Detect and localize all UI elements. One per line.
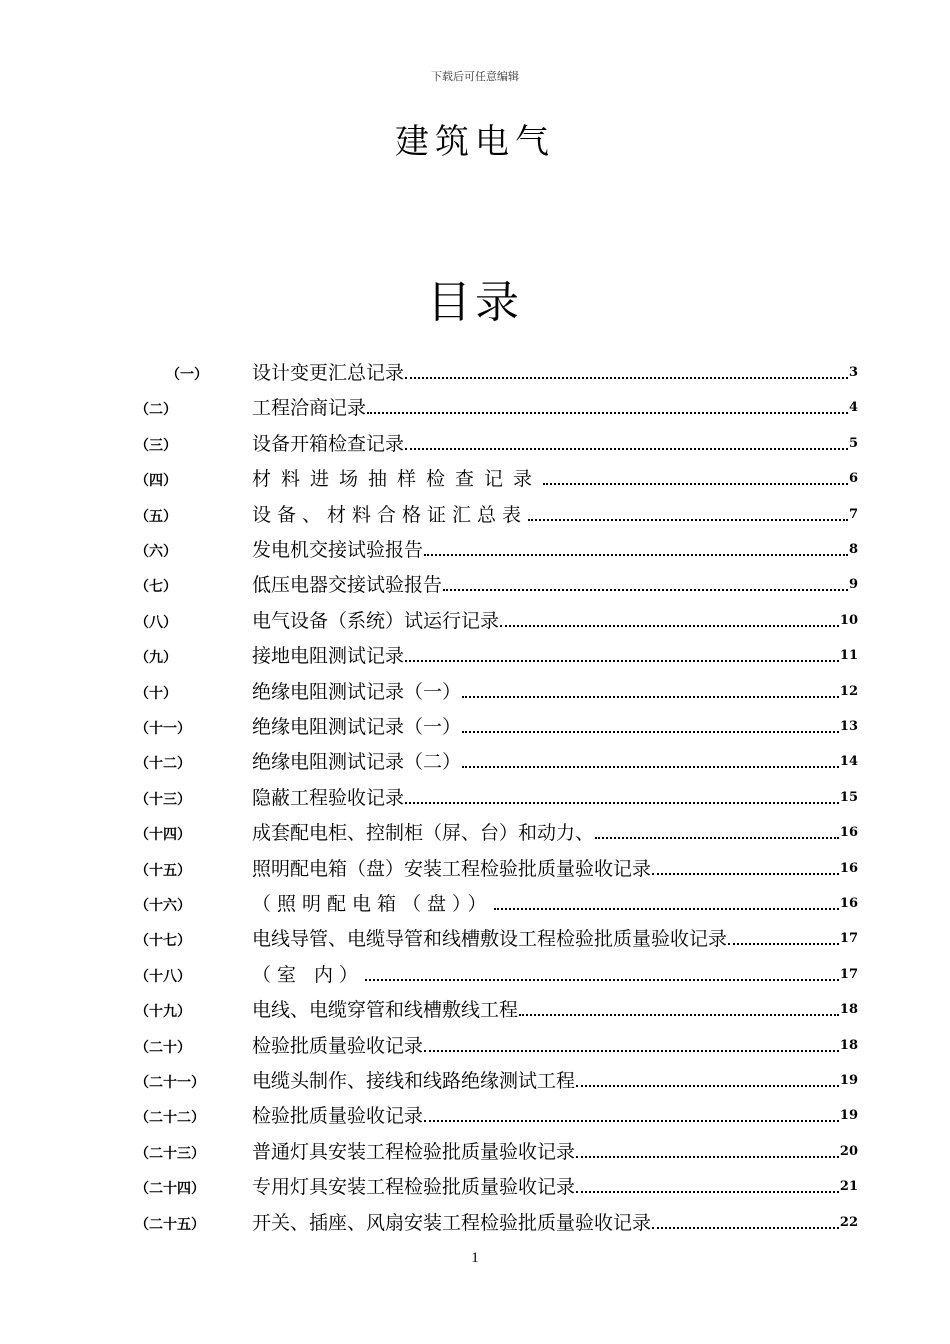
toc-entry-page: 17: [839, 966, 858, 982]
toc-leader: [405, 660, 839, 662]
toc-entry[interactable]: [0, 1064, 950, 1094]
toc-entry-page: 15: [839, 789, 858, 805]
toc-leader: [494, 908, 839, 910]
toc-entry-page: 22: [839, 1214, 858, 1230]
toc-entry-number: （五）: [135, 508, 177, 525]
toc-entry-text: 检验批质量验收记录: [252, 1034, 424, 1057]
toc-entry[interactable]: [0, 391, 950, 421]
toc-leader: [728, 943, 839, 945]
toc-entry-number: （四）: [135, 473, 177, 490]
toc-entry-text: 开关、插座、风扇安装工程检验批质量验收记录: [252, 1211, 652, 1234]
toc-entry-number: （九）: [135, 650, 177, 667]
toc-entry-number: （十七）: [135, 933, 191, 950]
toc-leader: [405, 802, 839, 804]
toc-entry-page: 10: [839, 612, 858, 628]
toc-entry-page: 5: [848, 435, 858, 451]
toc-leader: [462, 696, 839, 698]
toc-entry-page: 14: [839, 754, 858, 770]
toc-entry[interactable]: [0, 710, 950, 740]
toc-entry[interactable]: [0, 1099, 950, 1129]
toc-leader: [405, 448, 848, 450]
toc-entry[interactable]: [0, 1170, 950, 1200]
toc-entry-page: 12: [839, 683, 858, 699]
toc-entry-text: 电线、电缆穿管和线槽敷线工程: [252, 999, 519, 1022]
toc-entry-page: 3: [848, 365, 858, 380]
toc-entry-text: 电线导管、电缆导管和线槽敷设工程检验批质量验收记录: [252, 928, 728, 951]
toc-entry-number: （八）: [135, 614, 177, 631]
toc-leader: [405, 377, 848, 379]
toc-entry[interactable]: [0, 462, 950, 492]
toc-entry[interactable]: [0, 958, 950, 988]
toc-entry-number: （十四）: [135, 827, 191, 844]
toc-entry-text: （照明配电箱（盘））: [252, 893, 493, 915]
toc-entry-page: 4: [848, 400, 858, 416]
toc-entry-number: （二十一）: [135, 1075, 205, 1091]
toc-entry-page: 19: [839, 1108, 858, 1124]
page-number: 1: [471, 1250, 479, 1266]
toc-entry-page: 16: [839, 825, 858, 841]
toc-entry-number: （二十）: [135, 1039, 191, 1056]
toc-entry-page: 19: [839, 1073, 858, 1088]
toc-entry-text: 电缆头制作、接线和线路绝缘测试工程: [252, 1070, 576, 1092]
toc-entry[interactable]: [0, 568, 950, 598]
toc-entry-text: 检验批质量验收记录: [252, 1105, 424, 1128]
toc-entry[interactable]: [0, 675, 950, 705]
toc-entry-number: （六）: [135, 544, 177, 560]
toc-leader: [576, 1156, 839, 1158]
toc-entry-page: 7: [848, 506, 858, 522]
toc-entry[interactable]: [0, 356, 950, 386]
toc-entry-text: 设计变更汇总记录: [252, 362, 405, 384]
toc-leader: [462, 731, 839, 733]
toc-entry-text: 工程洽商记录: [252, 397, 367, 420]
toc-entry[interactable]: [0, 1206, 950, 1236]
toc-entry-text: 低压电器交接试验报告: [252, 574, 443, 597]
toc-entry[interactable]: [0, 498, 950, 528]
toc-entry-text: 隐蔽工程验收记录: [252, 786, 405, 809]
toc-entry-text: 材料进场抽样检查记录: [252, 468, 543, 491]
toc-entry[interactable]: [0, 993, 950, 1023]
toc-entry-text: 成套配电柜、控制柜（屏、台）和动力、: [252, 822, 595, 845]
toc-entry-page: 6: [848, 471, 858, 487]
toc-entry[interactable]: [0, 427, 950, 457]
toc-entry[interactable]: [0, 781, 950, 811]
toc-entry-page: 17: [839, 931, 858, 947]
toc-leader: [424, 1120, 839, 1122]
toc-entry[interactable]: [0, 816, 950, 846]
toc-title: 目录: [427, 277, 523, 328]
toc-entry-number: （二十二）: [135, 1110, 205, 1127]
toc-entry-number: （十五）: [135, 862, 191, 879]
toc-entry-number: （二十四）: [135, 1181, 205, 1198]
toc-entry-page: 9: [848, 577, 858, 593]
toc-entry-text: （室 内）: [252, 963, 365, 986]
toc-leader: [576, 1085, 839, 1087]
toc-entry[interactable]: [0, 604, 950, 634]
toc-entry-number: （十九）: [135, 1004, 191, 1021]
toc-entry-number: （三）: [135, 437, 177, 454]
toc-entry-number: （二十三）: [135, 1145, 205, 1162]
toc-entry-text: 绝缘电阻测试记录（一）: [252, 716, 462, 738]
toc-leader: [543, 483, 848, 485]
toc-entry-text: 照明配电箱（盘）安装工程检验批质量验收记录: [252, 857, 652, 880]
toc-leader: [652, 1227, 839, 1229]
toc-entry-page: 18: [839, 1002, 858, 1018]
toc-leader: [652, 873, 839, 875]
toc-entry-text: 普通灯具安装工程检验批质量验收记录: [252, 1140, 576, 1163]
toc-entry-page: 16: [839, 860, 858, 876]
toc-entry-page: 18: [839, 1037, 858, 1053]
toc-leader: [519, 1014, 839, 1016]
toc-entry-number: （十）: [135, 685, 177, 702]
toc-leader: [443, 589, 848, 591]
toc-entry-text: 绝缘电阻测试记录（二）: [252, 751, 462, 774]
toc-leader: [462, 766, 839, 768]
toc-entry-text: 设备、材料合格证汇总表: [252, 503, 528, 526]
toc-entry-number: （十八）: [135, 968, 191, 985]
toc-entry-page: 13: [839, 719, 858, 734]
toc-entry-page: 11: [839, 648, 858, 664]
toc-entry-page: 8: [848, 542, 858, 557]
toc-entry[interactable]: [0, 533, 950, 563]
toc-entry-text: 绝缘电阻测试记录（一）: [252, 680, 462, 703]
toc-entry-number: （二十五）: [135, 1216, 205, 1233]
toc-leader: [500, 625, 839, 627]
document-title: 建筑电气: [395, 122, 555, 162]
toc-entry[interactable]: [0, 852, 950, 882]
toc-entry[interactable]: [0, 922, 950, 952]
toc-entry-page: 20: [839, 1143, 858, 1159]
header-note: 下载后可任意编辑: [431, 70, 519, 83]
toc-entry-text: 电气设备（系统）试运行记录: [252, 609, 500, 632]
toc-leader: [424, 554, 848, 556]
toc-entry-number: （一）: [166, 367, 208, 383]
toc-entry[interactable]: [0, 1029, 950, 1059]
toc-entry-text: 接地电阻测试记录: [252, 645, 405, 668]
toc-entry-text: 设备开箱检查记录: [252, 432, 405, 455]
toc-leader: [528, 519, 848, 521]
toc-entry-text: 专用灯具安装工程检验批质量验收记录: [252, 1176, 576, 1199]
toc-entry-page: 21: [839, 1179, 858, 1195]
toc-entry-number: （十二）: [135, 756, 191, 773]
toc-entry-number: （二）: [135, 402, 177, 419]
toc-entry-page: 16: [839, 896, 858, 911]
toc-entry-number: （十一）: [135, 721, 191, 737]
toc-entry-number: （七）: [135, 579, 177, 596]
toc-leader: [365, 979, 839, 981]
toc-entry-number: （十六）: [135, 898, 191, 914]
toc-leader: [576, 1191, 839, 1193]
toc-entry[interactable]: [0, 1135, 950, 1165]
toc-entry-number: （十三）: [135, 791, 191, 808]
toc-entry-text: 发电机交接试验报告: [252, 539, 424, 561]
toc-leader: [424, 1050, 839, 1052]
toc-leader: [367, 412, 848, 414]
toc-entry[interactable]: [0, 745, 950, 775]
toc-entry[interactable]: [0, 639, 950, 669]
toc-entry[interactable]: [0, 887, 950, 917]
toc-leader: [595, 837, 839, 839]
